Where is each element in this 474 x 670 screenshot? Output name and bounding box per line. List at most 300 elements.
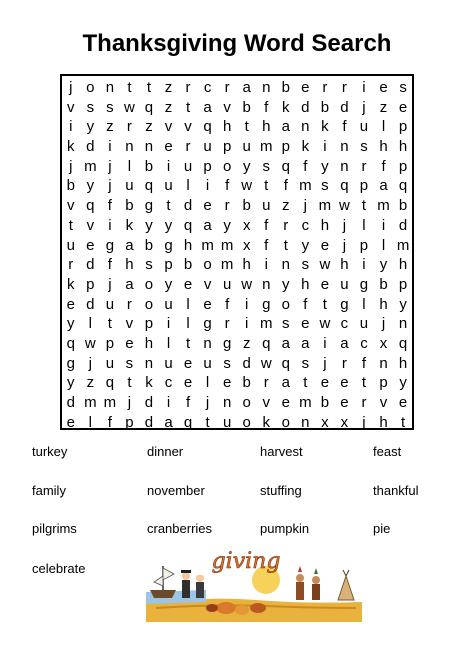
word-family: family [32, 483, 66, 498]
grid-letter: j [323, 354, 327, 372]
grid-letter: h [398, 138, 408, 156]
grid-letter: r [185, 79, 191, 96]
grid-letter: d [144, 413, 154, 431]
grid-letter: m [318, 197, 332, 215]
grid-letter: y [164, 216, 173, 234]
grid-letter: f [283, 177, 288, 195]
grid-letter: u [164, 177, 173, 195]
grid-letter: z [379, 98, 388, 116]
grid-letter: q [66, 334, 75, 352]
grid-letter: k [67, 138, 75, 156]
grid-letter: t [303, 374, 308, 392]
grid-letter: o [144, 295, 154, 313]
grid-letter: k [321, 118, 329, 136]
grid-letter: f [185, 394, 191, 411]
grid-letter: e [86, 236, 95, 254]
grid-letter: t [361, 374, 367, 392]
grid-letter: b [242, 374, 251, 392]
grid-letter: h [125, 256, 134, 274]
grid-letter: b [144, 157, 154, 175]
grid-letter: c [164, 374, 173, 392]
grid-letter: e [203, 197, 212, 215]
grid-letter: h [262, 118, 271, 136]
grid-letter: y [145, 216, 153, 234]
grid-letter: t [146, 79, 152, 96]
grid-letter: t [166, 197, 171, 215]
grid-letter: v [223, 98, 231, 116]
grid-letter: m [299, 177, 312, 195]
grid-letter: j [108, 275, 112, 293]
grid-letter: u [203, 138, 212, 156]
grid-letter: i [362, 79, 366, 96]
grid-letter: n [340, 138, 349, 156]
grid-letter: q [183, 216, 193, 234]
grid-letter: g [105, 236, 115, 254]
grid-letter: t [264, 177, 269, 195]
letter-grid [61, 78, 413, 432]
grid-letter: t [185, 98, 191, 116]
grid-row [61, 314, 413, 334]
grid-letter: x [242, 216, 251, 234]
grid-letter: q [281, 157, 290, 175]
grid-letter: g [222, 334, 232, 352]
grid-letter: e [222, 374, 232, 392]
grid-letter: j [342, 236, 347, 254]
grid-letter: d [242, 354, 251, 372]
grid-letter: m [377, 197, 390, 215]
grid-letter: f [107, 413, 112, 431]
grid-letter: n [262, 79, 271, 96]
tepee-icon [338, 570, 354, 600]
grid-letter: t [205, 413, 210, 431]
grid-letter: q [262, 334, 271, 352]
grid-letter: m [259, 315, 273, 333]
grid-letter: q [144, 98, 154, 116]
grid-letter: n [105, 79, 115, 96]
grid-letter: v [67, 197, 75, 215]
grid-letter: h [183, 236, 193, 254]
grid-letter: t [361, 197, 367, 215]
grid-letter: f [107, 197, 112, 215]
grid-letter: e [340, 394, 349, 411]
grid-letter: i [245, 315, 249, 333]
grid-row [61, 216, 413, 236]
grid-letter: t [244, 118, 249, 136]
grid-letter: i [166, 394, 171, 411]
grid-letter: m [201, 236, 214, 254]
grid-letter: u [164, 354, 173, 372]
grid-letter: s [301, 354, 310, 372]
grid-letter: o [281, 295, 290, 313]
grid-row [61, 334, 413, 354]
grid-letter: w [241, 275, 253, 293]
grid-letter: l [88, 413, 92, 431]
grid-letter: o [242, 413, 251, 431]
grid-letter: k [282, 98, 290, 116]
grid-letter: k [301, 138, 310, 156]
grid-letter: g [262, 295, 271, 313]
grid-letter: i [245, 295, 249, 313]
grid-letter: p [125, 413, 134, 431]
grid-letter: w [260, 354, 272, 372]
ship-icon [150, 566, 176, 598]
grid-letter: n [262, 275, 271, 293]
grid-letter: y [86, 118, 95, 136]
grid-letter: y [242, 157, 251, 175]
grid-letter: p [164, 256, 173, 274]
grid-letter: s [282, 315, 290, 333]
grid-letter: q [398, 177, 408, 195]
grid-row [61, 176, 413, 196]
grid-letter: s [86, 98, 95, 116]
word-pilgrims: pilgrims [32, 521, 77, 536]
grid-letter: g [66, 354, 75, 372]
grid-letter: e [320, 374, 330, 392]
grid-letter: b [66, 177, 75, 195]
grid-letter: n [301, 413, 310, 431]
grid-row [61, 78, 413, 98]
grid-letter: o [144, 275, 154, 293]
grid-letter: y [379, 256, 388, 274]
grid-letter: v [125, 315, 134, 333]
grid-letter: n [222, 394, 232, 411]
grid-letter: e [66, 295, 75, 313]
grid-letter: a [281, 118, 290, 136]
grid-letter: z [164, 98, 173, 116]
grid-letter: u [105, 295, 115, 313]
grid-letter: y [164, 275, 173, 293]
grid-letter: x [340, 413, 349, 431]
grid-letter: a [340, 334, 349, 352]
grid-letter: j [69, 157, 73, 175]
grid-letter: e [301, 315, 310, 333]
grid-letter: g [359, 275, 369, 293]
grid-letter: u [222, 413, 232, 431]
grid-letter: b [320, 394, 330, 411]
grid-letter: p [86, 275, 95, 293]
grid-letter: m [84, 157, 97, 175]
grid-row [61, 98, 413, 118]
grid-letter: a [203, 216, 212, 234]
grid-letter: a [281, 374, 290, 392]
grid-letter: e [301, 79, 310, 96]
grid-letter: z [145, 118, 153, 136]
grid-letter: y [67, 315, 75, 333]
grid-letter: p [144, 315, 154, 333]
grid-letter: y [321, 157, 329, 175]
word-november: november [147, 483, 205, 498]
grid-letter: h [301, 275, 310, 293]
grid-letter: p [359, 236, 369, 254]
page-title: Thanksgiving Word Search [82, 30, 392, 57]
grid-letter: q [340, 177, 349, 195]
grid-letter: l [166, 334, 171, 352]
grid-letter: j [108, 157, 112, 175]
grid-letter: h [379, 295, 388, 313]
grid-letter: f [107, 256, 112, 274]
grid-letter: h [242, 256, 251, 274]
grid-letter: g [164, 236, 173, 254]
grid-letter: j [205, 394, 210, 411]
grid-letter: f [342, 118, 347, 136]
grid-letter: b [242, 98, 251, 116]
grid-letter: i [166, 315, 171, 333]
grid-letter: w [319, 315, 331, 333]
grid-letter: w [339, 197, 350, 215]
grid-letter: i [69, 118, 73, 136]
grid-letter: n [340, 157, 349, 175]
grid-letter: e [164, 138, 173, 156]
grid-letter: w [319, 256, 331, 274]
grid-letter: e [125, 334, 134, 352]
grid-letter: y [399, 374, 407, 392]
grid-letter: r [263, 374, 269, 392]
grid-letter: n [144, 354, 154, 372]
grid-letter: s [262, 157, 270, 175]
grid-letter: r [68, 256, 74, 274]
grid-letter: y [282, 275, 290, 293]
word-cranberries: cranberries [147, 521, 213, 536]
grid-letter: b [281, 79, 290, 96]
grid-letter: k [262, 413, 270, 431]
grid-letter: x [242, 236, 251, 254]
grid-letter: n [281, 256, 290, 274]
grid-letter: h [144, 334, 154, 352]
grid-letter: q [105, 374, 115, 392]
grid-letter: q [86, 197, 95, 215]
grid-letter: r [361, 157, 367, 175]
grid-letter: l [381, 236, 386, 254]
grid-letter: v [164, 118, 173, 136]
grid-letter: v [67, 98, 75, 116]
grid-letter: b [320, 98, 330, 116]
native-figures-icon [296, 566, 320, 600]
grid-letter: h [340, 256, 349, 274]
grid-letter: l [205, 374, 210, 392]
grid-letter: e [340, 374, 349, 392]
grid-letter: b [398, 197, 408, 215]
grid-letter: a [379, 177, 388, 195]
grid-letter: v [379, 394, 388, 411]
grid-letter: w [241, 177, 253, 195]
grid-letter: j [381, 315, 386, 333]
grid-letter: r [322, 79, 328, 96]
grid-letter: v [86, 216, 95, 234]
grid-letter: h [379, 138, 388, 156]
grid-letter: r [283, 216, 289, 234]
word-turkey: turkey [32, 444, 68, 459]
word-stuffing: stuffing [260, 483, 302, 498]
grid-letter: e [379, 79, 388, 96]
grid-letter: i [362, 256, 366, 274]
grid-letter: l [186, 295, 190, 313]
grid-letter: u [125, 177, 134, 195]
grid-letter: f [264, 236, 269, 254]
grid-letter: n [125, 138, 134, 156]
grid-letter: h [398, 256, 408, 274]
grid-letter: l [88, 315, 92, 333]
grid-letter: r [341, 79, 347, 96]
grid-letter: t [68, 216, 73, 234]
grid-letter: s [399, 79, 407, 96]
grid-letter: s [145, 256, 153, 274]
grid-letter: q [281, 354, 290, 372]
grid-row [61, 354, 413, 374]
grid-letter: m [259, 138, 273, 156]
grid-letter: u [359, 315, 369, 333]
grid-letter: t [283, 236, 288, 254]
grid-letter: q [144, 177, 154, 195]
grid-letter: t [322, 295, 327, 313]
grid-letter: a [125, 236, 134, 254]
grid-letter: p [105, 334, 115, 352]
grid-letter: d [86, 256, 95, 274]
grid-letter: v [184, 118, 192, 136]
grid-letter: l [127, 157, 132, 175]
grid-letter: f [264, 216, 269, 234]
grid-letter: g [340, 295, 349, 313]
grid-letter: i [264, 256, 268, 274]
grid-letter: o [86, 79, 95, 96]
grid-letter: u [222, 275, 232, 293]
grid-letter: r [341, 354, 347, 372]
grid-letter: i [108, 216, 112, 234]
grid-letter: u [359, 118, 369, 136]
grid-letter: f [225, 177, 230, 195]
grid-letter: i [205, 177, 210, 195]
grid-row [61, 275, 413, 295]
grid-letter: q [398, 334, 408, 352]
grid-letter: j [88, 354, 92, 372]
grid-letter: q [183, 413, 193, 431]
grid-letter: r [126, 295, 132, 313]
grid-letter: z [86, 374, 95, 392]
word-harvest: harvest [260, 444, 303, 459]
grid-letter: f [303, 157, 308, 175]
grid-letter: u [164, 295, 173, 313]
grid-letter: e [183, 354, 193, 372]
grid-letter: y [86, 177, 95, 195]
grid-letter: u [242, 138, 251, 156]
grid-letter: f [225, 295, 230, 313]
grid-letter: v [262, 394, 270, 411]
grid-letter: n [203, 334, 212, 352]
grid-letter: e [320, 275, 330, 293]
grid-letter: y [399, 295, 407, 313]
grid-letter: v [203, 275, 212, 293]
grid-letter: h [320, 216, 330, 234]
grid-letter: c [340, 315, 349, 333]
grid-letter: o [203, 256, 212, 274]
grid-letter: b [144, 236, 154, 254]
grid-letter: i [323, 138, 327, 156]
grid-letter: q [203, 118, 212, 136]
giving-word-art: giving [211, 549, 281, 574]
grid-letter: p [398, 275, 408, 293]
grid-letter: p [398, 118, 408, 136]
grid-letter: e [66, 413, 75, 431]
grid-letter: a [301, 334, 310, 352]
grid-letter: j [108, 177, 112, 195]
grid-letter: a [125, 275, 134, 293]
grid-letter: d [86, 295, 95, 313]
grid-letter: a [242, 79, 251, 96]
grid-letter: a [203, 98, 212, 116]
grid-letter: l [362, 295, 366, 313]
grid-letter: z [242, 334, 251, 352]
grid-letter: g [203, 315, 212, 333]
word-feast: feast [373, 444, 402, 459]
grid-letter: u [66, 236, 75, 254]
grid-letter: p [379, 374, 388, 392]
grid-letter: o [222, 157, 232, 175]
grid-letter: u [203, 354, 212, 372]
grid-letter: l [186, 177, 190, 195]
grid-letter: f [361, 354, 367, 372]
grid-letter: n [301, 118, 310, 136]
grid-row [61, 393, 413, 413]
grid-letter: m [299, 394, 312, 411]
grid-letter: l [186, 315, 190, 333]
grid-letter: z [106, 118, 114, 136]
word-thankful: thankful [373, 483, 419, 498]
grid-row [61, 196, 413, 216]
grid-letter: i [166, 157, 171, 175]
grid-letter: j [342, 216, 347, 234]
grid-letter: p [398, 157, 408, 175]
grid-letter: l [362, 216, 366, 234]
grid-letter: j [69, 79, 73, 96]
grid-letter: e [398, 98, 408, 116]
grid-letter: s [223, 354, 231, 372]
grid-letter: k [145, 374, 153, 392]
grid-row [61, 413, 413, 433]
word-celebrate: celebrate [32, 561, 86, 576]
grid-letter: e [203, 295, 212, 313]
grid-letter: m [220, 256, 234, 274]
grid-letter: p [359, 177, 369, 195]
grid-letter: u [262, 197, 271, 215]
grid-letter: k [125, 216, 134, 234]
grid-letter: p [281, 138, 290, 156]
grid-letter: e [281, 394, 290, 411]
grid-letter: c [360, 334, 368, 352]
grid-row [61, 295, 413, 315]
grid-row [61, 117, 413, 137]
grid-letter: t [400, 413, 406, 431]
grid-letter: b [125, 197, 134, 215]
grid-letter: a [281, 334, 290, 352]
grid-letter: b [183, 256, 193, 274]
grid-letter: c [301, 216, 310, 234]
grid-letter: j [127, 394, 132, 411]
grid-letter: u [340, 275, 349, 293]
grid-letter: d [144, 394, 154, 411]
grid-letter: o [242, 394, 251, 411]
word-dinner: dinner [147, 444, 184, 459]
grid-letter: f [303, 295, 308, 313]
grid-letter: s [301, 256, 310, 274]
grid-letter: m [220, 236, 234, 254]
grid-letter: m [396, 236, 410, 254]
word-pumpkin: pumpkin [260, 521, 310, 536]
grid-letter: y [301, 236, 310, 254]
grid-letter: n [379, 354, 388, 372]
grid-letter: j [303, 197, 307, 215]
grid-letter: k [67, 275, 75, 293]
grid-row [61, 236, 413, 256]
grid-letter: z [164, 79, 173, 96]
